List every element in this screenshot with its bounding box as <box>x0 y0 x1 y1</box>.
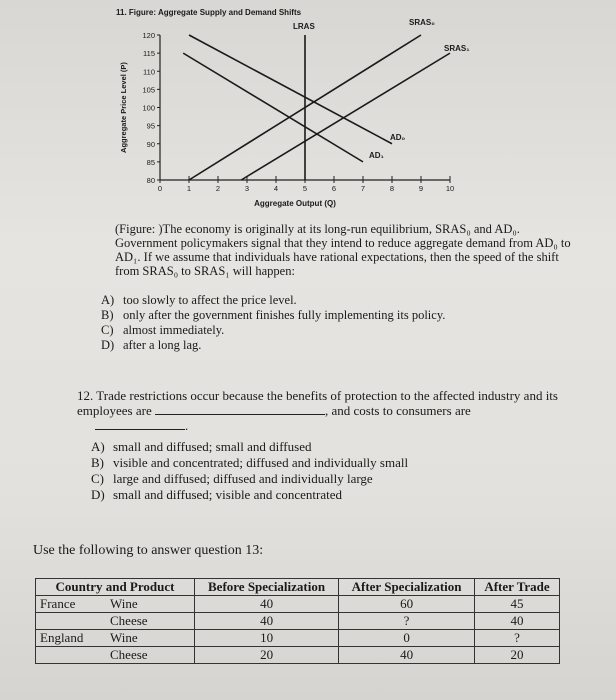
x-tick-label: 1 <box>186 184 192 193</box>
series-line <box>241 53 450 180</box>
series-label: AD₀ <box>390 132 406 142</box>
table-row <box>36 596 560 613</box>
x-axis-label: Aggregate Output (Q) <box>254 199 336 208</box>
after-spec-cell: ? <box>339 613 475 630</box>
after-trade-cell: ? <box>475 630 560 647</box>
q13-intro: Use the following to answer question 13: <box>33 543 264 558</box>
header-country-product: Country and Product <box>36 579 195 596</box>
after-spec-cell: 40 <box>339 647 475 664</box>
x-tick-label: 0 <box>157 184 163 193</box>
after-trade-cell: 40 <box>475 613 560 630</box>
option-text: too slowly to affect the price level. <box>123 293 297 307</box>
y-tick-label: 100 <box>142 103 155 113</box>
series-line <box>189 35 392 144</box>
header-before-specialization: Before Specialization <box>195 579 339 596</box>
before-cell: 40 <box>195 596 339 613</box>
before-cell: 20 <box>195 647 339 664</box>
product-cell: Wine <box>110 630 138 645</box>
q12-stem-end: . <box>185 418 189 433</box>
x-tick-label: 3 <box>244 184 250 193</box>
x-tick-label: 2 <box>215 184 221 193</box>
q12-stem <box>77 388 587 433</box>
table-row <box>36 630 560 647</box>
series-label: SRAS₁ <box>444 44 470 54</box>
option-letter: B) <box>91 455 104 470</box>
y-tick-label: 110 <box>143 67 155 77</box>
option-text: small and diffused; small and diffused <box>113 439 312 454</box>
country-cell: France <box>40 596 76 611</box>
answer-blank-1[interactable] <box>155 403 325 415</box>
option-text: visible and concentrated; diffused and individually small <box>113 455 409 470</box>
series-label: LRAS <box>293 22 315 31</box>
figure-title: 11. Figure: Aggregate Supply and Demand Shifts <box>116 8 302 17</box>
q12-option-b[interactable] <box>91 456 408 470</box>
after-trade-cell: 45 <box>475 596 560 613</box>
y-tick-label: 90 <box>146 139 155 149</box>
x-tick-label: 6 <box>331 184 337 193</box>
option-letter: A) <box>91 439 105 454</box>
q11-option-d[interactable] <box>101 338 201 352</box>
y-tick-label: 115 <box>143 49 155 59</box>
country-product-cell <box>36 630 195 647</box>
x-tick-label: 9 <box>418 184 424 193</box>
y-axis-label: Aggregate Price Level (P) <box>119 62 128 153</box>
country-cell: England <box>40 630 84 645</box>
q11-paragraph: (Figure: )The economy is originally at its long-run equilibrium, SRAS₀ and AD₀. Government policymakers signal that they intend to reduce aggregate demand from AD₀ to AD₁. If we assume that individuals have rational expectations, then the speed of the shift from SRAS₀ to SRAS₁ will happen: <box>115 222 571 278</box>
option-text: only after the government finishes fully implementing its policy. <box>123 308 446 322</box>
header-after-specialization: After Specialization <box>339 579 475 596</box>
option-letter: C) <box>91 471 104 486</box>
y-tick-label: 105 <box>142 85 155 95</box>
x-tick-label: 8 <box>389 184 395 193</box>
x-tick-label: 7 <box>360 184 366 193</box>
header-after-trade: After Trade <box>475 579 560 596</box>
q11-option-b[interactable] <box>101 308 445 322</box>
after-spec-cell: 60 <box>339 596 475 613</box>
option-letter: D) <box>101 338 115 352</box>
before-cell: 10 <box>195 630 339 647</box>
table-header-row <box>36 579 560 596</box>
product-cell: Cheese <box>110 613 148 628</box>
option-letter: D) <box>91 487 105 502</box>
x-tick-label: 10 <box>445 184 455 193</box>
option-letter: C) <box>101 323 114 337</box>
option-text: small and diffused; visible and concentrated <box>113 487 342 502</box>
product-cell: Cheese <box>110 647 148 662</box>
y-tick-label: 120 <box>142 31 155 40</box>
y-tick-label: 80 <box>146 176 155 185</box>
q11-option-a[interactable] <box>101 293 297 307</box>
table-row <box>36 647 560 664</box>
answer-blank-2[interactable] <box>95 418 185 430</box>
series-line <box>183 53 363 162</box>
y-tick-label: 95 <box>146 121 155 131</box>
option-text: almost immediately. <box>123 323 225 337</box>
table-row <box>36 613 560 630</box>
specialization-table <box>35 578 560 664</box>
option-letter: B) <box>101 308 114 322</box>
country-product-cell <box>36 613 195 630</box>
series-label: SRAS₀ <box>409 18 435 27</box>
q12-stem-part2: , and costs to consumers are <box>324 403 471 418</box>
country-product-cell <box>36 647 195 664</box>
series-label: AD₁ <box>369 150 384 160</box>
x-tick-label: 4 <box>273 184 279 193</box>
before-cell: 40 <box>195 613 339 630</box>
x-tick-label: 5 <box>302 184 308 193</box>
after-spec-cell: 0 <box>339 630 475 647</box>
y-tick-label: 85 <box>146 157 155 167</box>
as-ad-chart <box>110 10 470 215</box>
q12-option-a[interactable] <box>91 440 311 454</box>
option-text: large and diffused; diffused and individually large <box>113 471 373 486</box>
q12-stem-part1: 12. Trade restrictions occur because the benefits of protection to the affected industry and its employees are <box>77 388 558 418</box>
q11-option-c[interactable] <box>101 323 224 337</box>
product-cell: Wine <box>110 596 138 611</box>
option-letter: A) <box>101 293 115 307</box>
option-text: after a long lag. <box>123 338 202 352</box>
after-trade-cell: 20 <box>475 647 560 664</box>
country-product-cell <box>36 596 195 613</box>
q12-option-d[interactable] <box>91 488 342 502</box>
q12-option-c[interactable] <box>91 472 373 486</box>
